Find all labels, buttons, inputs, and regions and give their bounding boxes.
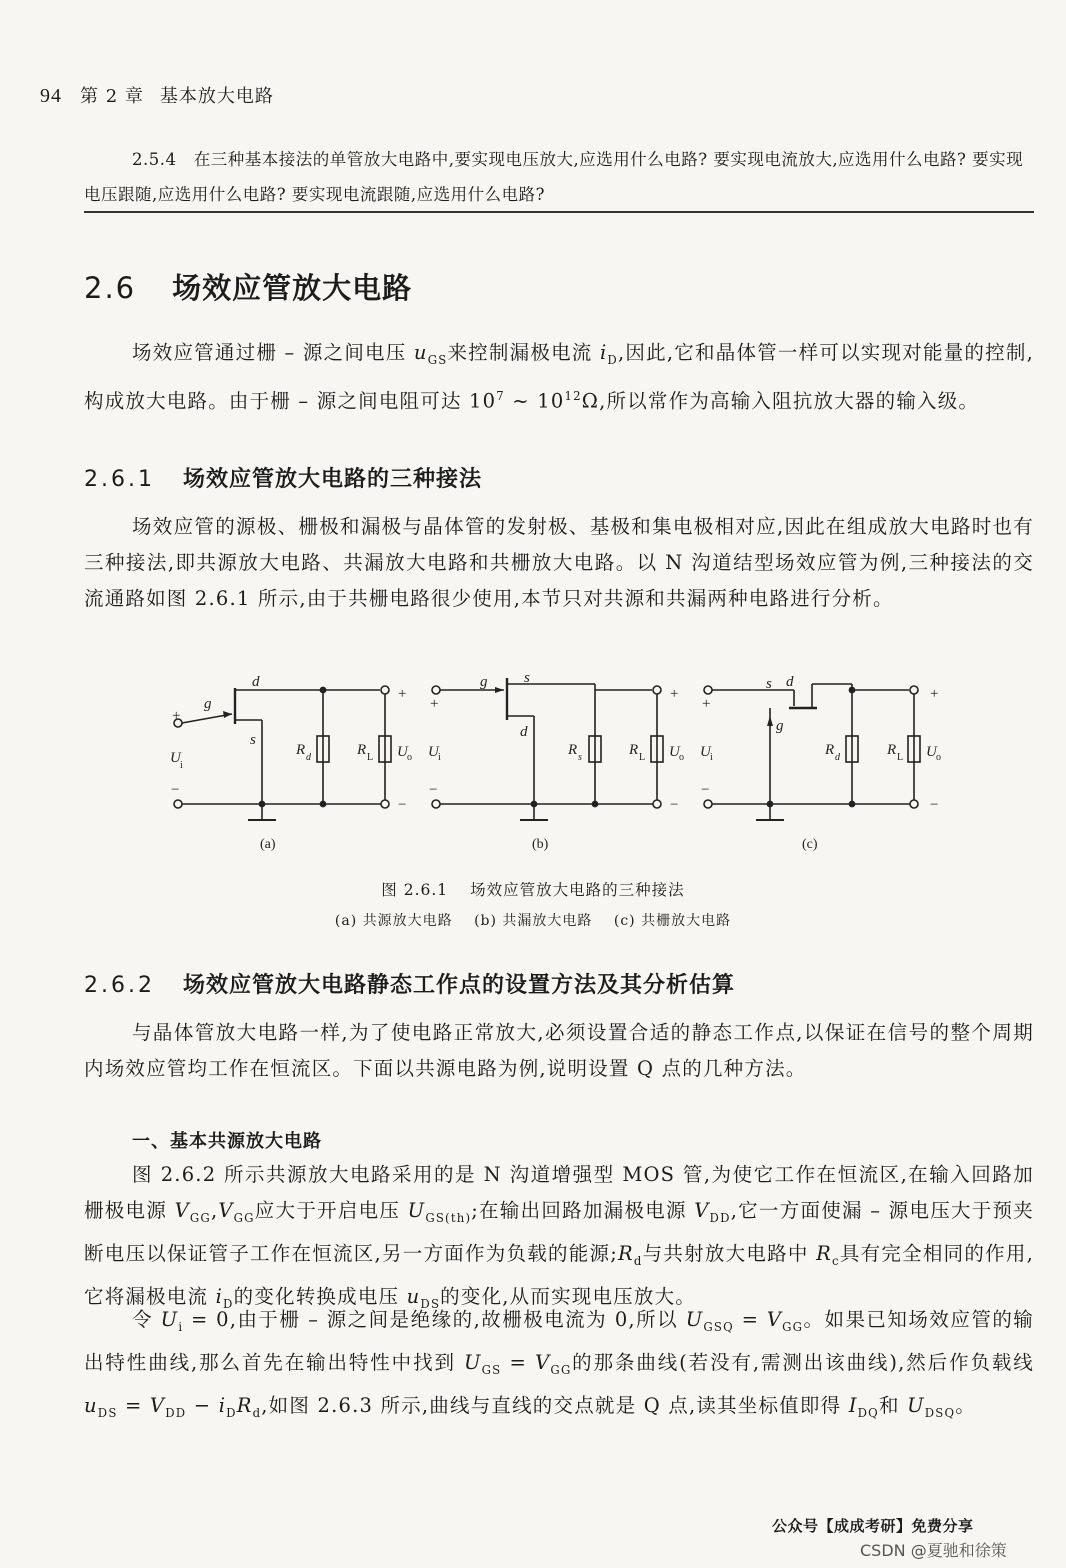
svg-text:+: + (670, 686, 679, 702)
svg-text:R: R (629, 742, 639, 758)
svg-text:d: d (252, 674, 260, 690)
svg-text:(a): (a) (260, 837, 276, 852)
svg-text:i: i (710, 752, 713, 763)
output-terminal-bottom (910, 800, 918, 808)
input-terminal-top (432, 686, 440, 694)
svg-text:R: R (357, 742, 367, 758)
svg-text:U: U (428, 744, 439, 760)
svg-text:U: U (170, 750, 181, 766)
svg-text:R: R (825, 742, 835, 758)
svg-text:+: + (398, 686, 407, 702)
svg-text:−: − (670, 797, 679, 813)
svg-text:−: − (930, 797, 939, 813)
input-terminal-top (704, 686, 712, 694)
figure-subcaptions (0, 910, 1066, 930)
output-terminal-bottom (381, 800, 389, 808)
figure-number: 图 2.6.1 (381, 881, 449, 899)
subsection-2-6-2-paragraph-2: 图 2.6.2 所示共源放大电路采用的是 N 沟道增强型 MOS 管,为使它工作在恒流区,在输入回路加栅极电源 $V_{GG},V_{GG}$应大于开启电压 $U_{GS(th)}$;在输出回路加漏极电源 $V_{DD}$,它一方面使漏 – 源电压大于预夹断电压以保证管子工作在恒流区,另一方面作为负载的能源$;R_d$与共射放大电路中 $R_c$具有完全相同的作用,它将漏极电流 $i_D$的变化转换成电压 $u_{DS}$的变化,从而实现电压放大。 (84, 1163, 1035, 1311)
svg-text:o: o (407, 752, 412, 763)
svg-text:s: s (250, 732, 256, 748)
svg-text:U: U (926, 744, 937, 760)
output-terminal-top (653, 686, 661, 694)
svg-text:+: + (430, 696, 439, 712)
svg-text:i: i (438, 752, 441, 763)
svg-text:g: g (480, 674, 488, 690)
gate-arrow (223, 711, 232, 718)
svg-text:o: o (679, 752, 684, 763)
section-intro-paragraph: 场效应管通过栅 – 源之间电压 $u_{GS}$来控制漏极电流 $i_D$,因此,它和晶体管一样可以实现对能量的控制,构成放大电路。由于栅 – 源之间电阻可达 $10^7$ ~ $10^{12}\Omega$,所以常作为高输入阻抗放大器的输入级。 (84, 341, 1034, 413)
page-number: 94 (40, 85, 62, 107)
svg-text:g: g (776, 718, 784, 734)
subsection-2-6-2-paragraph-3: 令 $U_i = 0$,由于栅 – 源之间是绝缘的,故栅极电流为 0,所以 $U_{GSQ} = V_{GG}$。如果已知场效应管的输出特性曲线,那么首先在输出特性中找到 $U_{GS} = V_{GG}$的那条曲线(若没有,需测出该曲线),然后作负载线 $u_{DS} = V_{DD} - i_DR_d$,如图 2.6.3 所示,曲线与直线的交点就是 Q 点,读其坐标值即得 $I_{DQ}$和 $U_{DSQ}$。 (84, 1308, 1034, 1420)
subsection-number: 2.6.2 (84, 973, 155, 998)
svg-text:+: + (172, 708, 181, 724)
svg-text:U: U (397, 744, 408, 760)
subsection-2-6-2-paragraph-1: 与晶体管放大电路一样,为了使电路正常放大,必须设置合适的静态工作点,以保证在信号的整个周期内场效应管均工作在恒流区。下面以共源电路为例,说明设置 Q 点的几种方法。 (84, 1021, 1034, 1080)
svg-text:s: s (524, 670, 530, 686)
svg-text:−: − (398, 797, 407, 813)
subsection-2-6-1-paragraph: 场效应管的源极、栅极和漏极与晶体管的发射极、基极和集电极相对应,因此在组成放大电路时也有三种接法,即共源放大电路、共漏放大电路和共栅放大电路。以 N 沟道结型场效应管为例,三种接法的交流通路如图 2.6.1 所示,由于共栅电路很少使用,本节只对共源和共漏两种电路进行分析。 (84, 515, 1034, 610)
exercise-number: 2.5.4 (132, 150, 177, 169)
input-terminal-bottom (432, 800, 440, 808)
svg-text:R: R (887, 742, 897, 758)
svg-text:R: R (568, 742, 578, 758)
svg-text:i: i (180, 760, 183, 771)
svg-text:d: d (520, 724, 528, 740)
svg-text:L: L (639, 752, 646, 763)
svg-text:(b): (b) (532, 837, 549, 852)
svg-text:−: − (171, 782, 180, 798)
svg-text:L: L (897, 752, 904, 763)
subsection-title-text: 场效应管放大电路的三种接法 (182, 466, 482, 492)
output-terminal-top (381, 686, 389, 694)
running-header (40, 82, 274, 108)
input-terminal-bottom (704, 800, 712, 808)
subcaption-a: (a) 共源放大电路 (334, 913, 453, 929)
svg-text:−: − (701, 782, 710, 798)
subsection-number: 2.6.1 (84, 467, 155, 492)
section-title (84, 266, 412, 307)
section-title-text: 场效应管放大电路 (172, 271, 413, 305)
figure-2-6-1-circuits (160, 668, 960, 868)
svg-text:U: U (669, 744, 680, 760)
svg-text:s: s (766, 676, 772, 692)
output-terminal-bottom (653, 800, 661, 808)
svg-text:g: g (204, 696, 212, 712)
csdn-watermark: CSDN @夏驰和徐策 (860, 1541, 1007, 1560)
svg-text:R: R (296, 742, 306, 758)
exercise-2-5-4 (84, 142, 1034, 212)
svg-text:+: + (702, 696, 711, 712)
input-terminal-bottom (174, 800, 182, 808)
divider-rule (84, 211, 1034, 213)
output-terminal-top (910, 686, 918, 694)
subsection-title-text: 场效应管放大电路静态工作点的设置方法及其分析估算 (182, 972, 735, 998)
subsection-2-6-1-title (84, 462, 482, 493)
chapter-label: 第 2 章 (80, 86, 144, 107)
svg-text:d: d (835, 752, 840, 763)
svg-text:−: − (429, 782, 438, 798)
svg-text:L: L (367, 752, 374, 763)
section-number: 2.6 (84, 271, 137, 305)
chapter-title: 基本放大电路 (159, 86, 274, 107)
svg-text:d: d (786, 674, 794, 690)
gate-arrow (767, 716, 773, 726)
gate-arrow (495, 687, 504, 693)
heading-basic-cs-amplifier: 一、基本共源放大电路 (132, 1131, 322, 1152)
svg-text:U: U (700, 744, 711, 760)
subcaption-b: (b) 共漏放大电路 (474, 913, 593, 929)
svg-text:d: d (306, 752, 311, 763)
exercise-text: 在三种基本接法的单管放大电路中,要实现电压放大,应选用什么电路? 要实现电流放大,应选用什么电路? 要实现电压跟随,应选用什么电路? 要实现电流跟随,应选用什么电路? (84, 150, 1024, 204)
svg-text:+: + (930, 686, 939, 702)
figure-title: 场效应管放大电路的三种接法 (470, 881, 685, 899)
promo-footer: 公众号【成成考研】免费分享 (772, 1517, 974, 1535)
figure-caption (0, 878, 1066, 900)
svg-text:s: s (578, 752, 582, 763)
subcaption-c: (c) 共栅放大电路 (613, 913, 732, 929)
svg-text:o: o (936, 752, 941, 763)
svg-text:(c): (c) (802, 837, 818, 852)
subsection-2-6-2-title (84, 968, 735, 999)
